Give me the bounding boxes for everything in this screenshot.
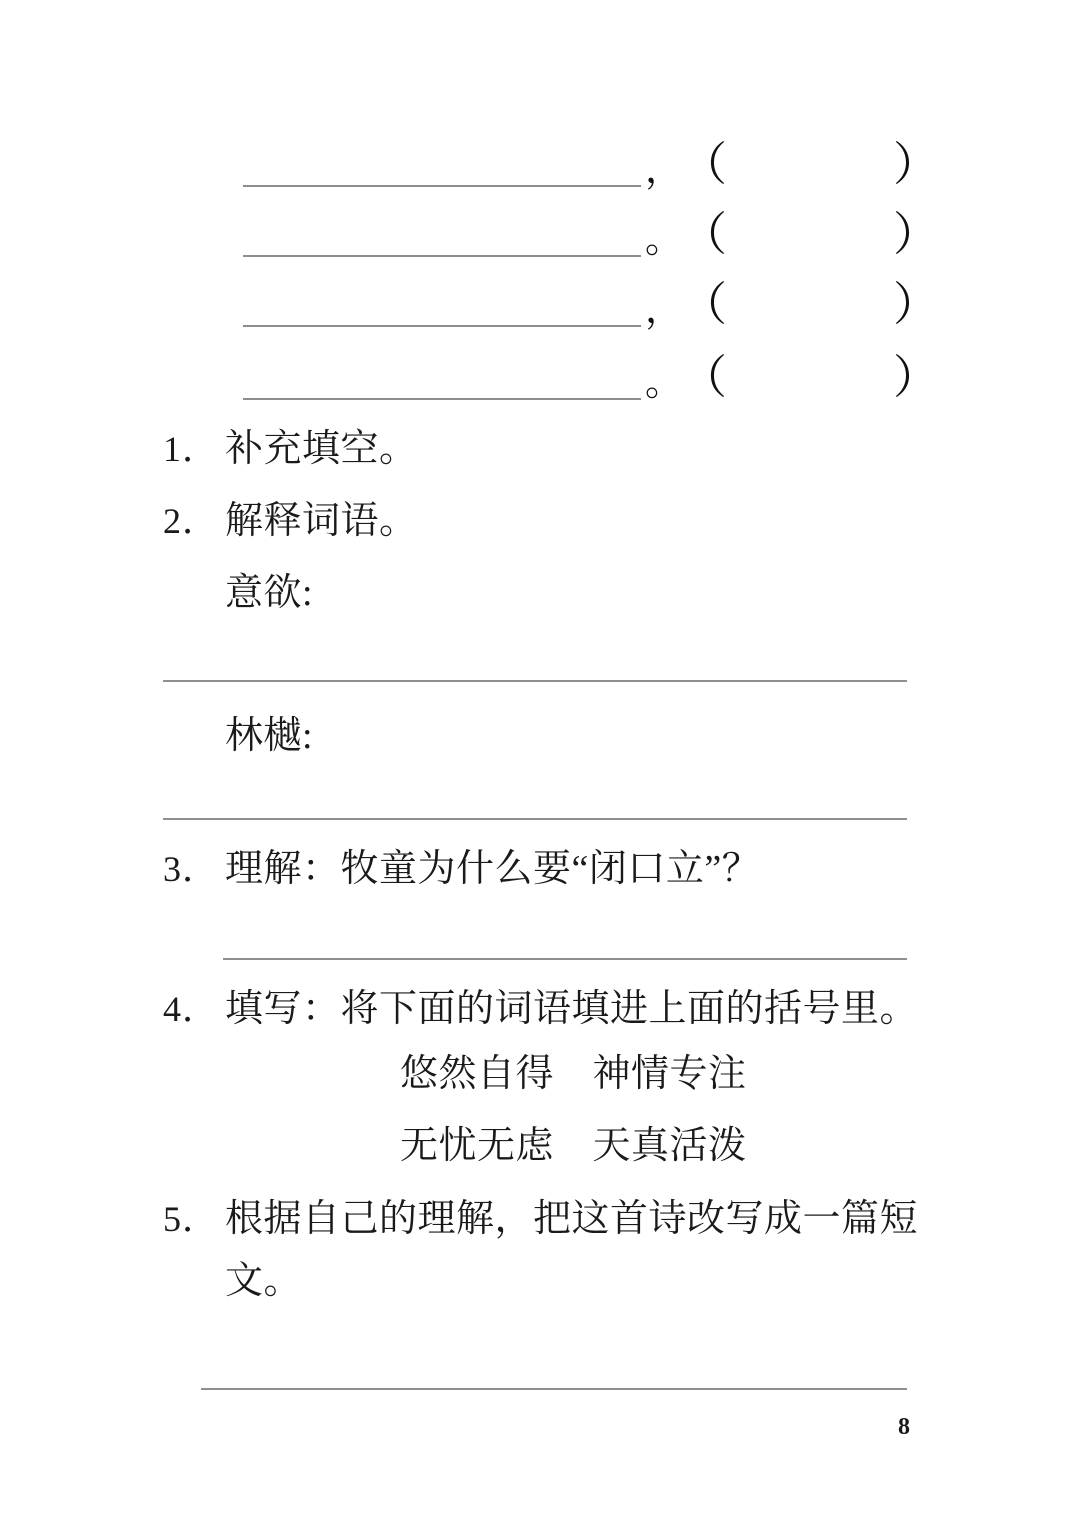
answer-blank-input[interactable] — [243, 398, 641, 400]
paren-close-icon: ） — [893, 352, 939, 403]
fill-in-row — [0, 354, 1080, 414]
question-text: 填写：将下面的词语填进上面的括号里。 — [225, 988, 919, 1030]
question-item-4 — [163, 978, 963, 1040]
vocabulary-term-linyue: 林樾: — [225, 715, 314, 757]
paren-close-icon: ） — [893, 139, 939, 190]
question-number: 4． — [163, 989, 220, 1029]
fill-in-row — [0, 281, 1080, 341]
paren-close-icon: ） — [893, 279, 939, 330]
question-text: 理解：牧童为什么要“闭口立”？ — [225, 848, 761, 890]
paren-close-icon: ） — [893, 209, 939, 260]
question-number: 5． — [163, 1199, 220, 1239]
paren-open-icon: （ — [681, 209, 727, 260]
page-number: 8 — [898, 1414, 910, 1440]
question-text: 补充填空。 — [225, 428, 418, 470]
question-number: 3． — [163, 849, 220, 889]
paren-open-icon: （ — [681, 139, 727, 190]
fill-in-row — [0, 211, 1080, 271]
paren-open-icon: （ — [681, 279, 727, 330]
vocabulary-term-yiyu: 意欲: — [225, 572, 314, 614]
answer-blank-input[interactable] — [243, 325, 641, 327]
question-item-2 — [163, 490, 963, 552]
question-number: 2． — [163, 501, 220, 541]
question-5-answer-line[interactable] — [201, 1388, 907, 1390]
word-bank-line-1: 悠然自得 神情专注 — [400, 1053, 747, 1095]
question-text: 解释词语。 — [225, 500, 418, 542]
fill-in-row — [0, 141, 1080, 201]
row-punctuation: ， — [645, 147, 684, 191]
vocabulary-answer-line[interactable] — [163, 818, 907, 820]
row-punctuation: 。 — [645, 360, 684, 404]
question-number: 1． — [163, 429, 220, 469]
paren-open-icon: （ — [681, 352, 727, 403]
answer-blank-input[interactable] — [243, 255, 641, 257]
question-item-5 — [163, 1188, 963, 1312]
question-text: 根据自己的理解，把这首诗改写成一篇短文。 — [225, 1198, 919, 1302]
row-punctuation: 。 — [645, 217, 684, 261]
question-item-1 — [163, 418, 963, 480]
question-3-answer-line[interactable] — [223, 958, 907, 960]
vocabulary-answer-line[interactable] — [163, 680, 907, 682]
answer-blank-input[interactable] — [243, 185, 641, 187]
word-bank-line-2: 无忧无虑 天真活泼 — [400, 1125, 747, 1167]
row-punctuation: ， — [645, 287, 684, 331]
question-item-3 — [163, 838, 963, 900]
